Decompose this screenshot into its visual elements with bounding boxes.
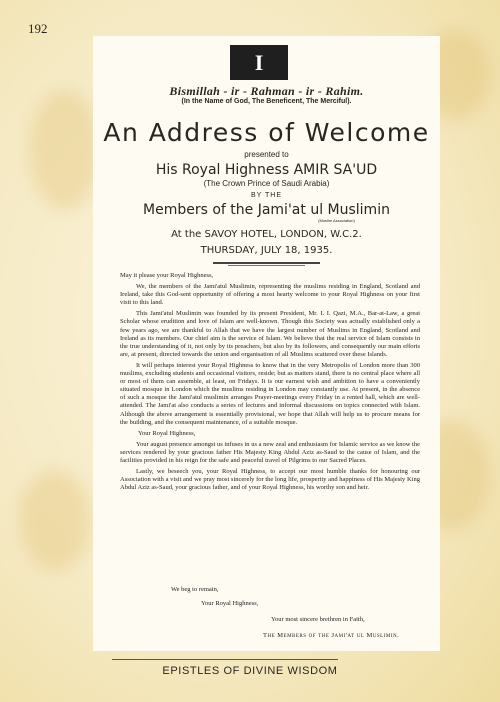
divider-rule [228,265,305,266]
page-stain [30,90,100,210]
page-number: 192 [28,21,48,36]
divider-rule [213,262,320,264]
body-paragraph: Lastly, we beseech you, your Royal Highness, to accept our most humble thanks for honouring our Association with a visit and we pray most sincerely for the long life, prosperity and happiness of His Majesty King Abdul Aziz as-Saud, your gracious father, and of your Royal Highness, his worthy son and heir. [120,468,420,492]
closing-signature: The Members of the Jami'at ul Muslimin. [263,632,400,639]
association-name: Members of the Jami'at ul Muslimin [143,202,390,218]
bismillah: Bismillah - ir - Rahman - ir - Rahim. [169,84,364,98]
document-title: An Address of Welcome [103,118,430,147]
venue: At the SAVOY HOTEL, LONDON, W.C.2. [171,229,362,240]
book-footer: EPISTLES OF DIVINE WISDOM [162,665,338,677]
mid-salutation: Your Royal Highness, [138,429,196,437]
recipient-name: His Royal Highness AMIR SA'UD [155,162,378,178]
body-paragraph: This Jami'atul Muslimin was founded by its present President, Mr. I. I. Qazi, M.A., Bar-at-Law, a great Scholar whose erudition and love of Islam are well-known. Though this Society was actually established only a few years ago, we are thankful to Allah that we have the largest number of Muslims in England, Scotland and Ireland as its members. Our chief aim is the service of Islam. We believe that the real service of Islam consists in the true understanding of it, not only by its preachers, but also by its followers, and consequently our main efforts are, at present, directed towards the union and organisation of all Muslims scattered over these Islands. [120,310,420,358]
association-subtitle: (Muslim Association) [318,218,355,223]
body-paragraph: We, the members of the Jami'atul Muslimin, representing the muslims residing in England, Scotland and Ireland, take this God-sent opportunity of offering a most hearty welcome to your Royal Highness on your first visit to this land. [120,283,420,307]
closing-yours: Your most sincere brethren in Faith, [271,616,365,623]
bismillah-translation: (In the Name of God, The Beneficent, The Merciful). [181,98,352,105]
body-paragraph: It will perhaps interest your Royal Highness to know that in the very Metropolis of London more than 300 muslims, excluding students and occasional visitors, reside; but as matters stand, there is no central place where all or most of them can assemble, at least, on Fridays. It is our earnest wish and ambition to have a conveniently situated mosque in London which the muslims residing in London may constantly use. At present, in the absence of such a mosque the Jami'atul muslimin arranges Prayer-meetings every Friday in a rented hall, which are well-attended. The Jami'at also conducts a series of lectures and informal discussions on topics connected with Islam. Although the above arrangement is essentially provisional, we hope that Allah will help us to procure means for the building, and the consequent maintenance, of a suitable mosque. [120,361,420,426]
recipient-note: (The Crown Prince of Saudi Arabia) [203,179,330,188]
closing-beg: We beg to remain, [171,586,219,593]
presented-to: presented to [244,150,289,159]
body-paragraph: Your august presence amongst us infuses in us a new zeal and enthusiasm for Islamic service as we know the services rendered by your gracious father His Majesty King Abdul Aziz as-Saud to the cause of Islam, and the facilities provided in his reign for the safe and peaceful travel of Pilgrims to our Sacred Places. [120,440,420,464]
section-number-box: I [230,45,288,80]
event-date: THURSDAY, JULY 18, 1935. [200,245,333,256]
footer-rule [112,659,338,660]
address-document [93,36,440,651]
opening-salutation: May it please your Royal Highness, [120,272,214,279]
address-body [120,272,420,495]
by-the: BY THE [250,192,283,199]
page-stain [20,470,90,570]
closing-salutation: Your Royal Highness, [201,600,259,607]
